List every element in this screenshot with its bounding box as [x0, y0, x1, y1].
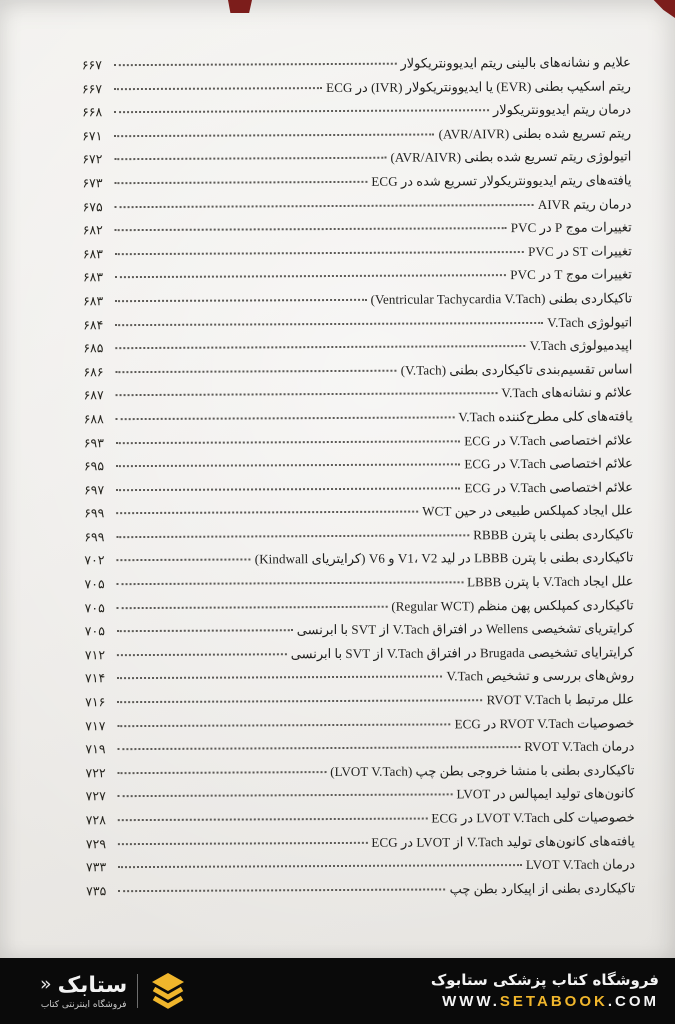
dotted-leader	[115, 251, 524, 255]
toc-entry-title: علل ایجاد V.Tach با پترن LBBB	[467, 573, 634, 590]
dotted-leader	[117, 605, 388, 608]
toc-entry-page-number: ۷۲۷	[85, 788, 106, 804]
toc-entry-page-number: ۷۰۵	[84, 623, 105, 639]
toc-entry-title: یافته‌های ریتم ایدیوونتریکولار تسریع شده در ECG	[371, 172, 632, 189]
toc-entry-page-number: ۶۷۲	[82, 151, 103, 167]
toc-entry-title: درمان ریتم AIVR	[537, 196, 632, 212]
toc-entry-title: تغییرات موج T در PVC	[510, 266, 632, 283]
toc-row	[85, 644, 634, 670]
toc-entry-title: خصوصیات RVOT V.Tach در ECG	[454, 715, 635, 732]
toc-row	[83, 220, 632, 246]
toc-entry-title: درمان LVOT V.Tach	[525, 856, 636, 873]
toc-entry-title: علائم اختصاصی V.Tach در ECG	[464, 431, 633, 448]
toc-entry-page-number: ۶۸۳	[82, 269, 104, 285]
toc-entry-title: تاکیکاردی کمپلکس پهن منظم (Regular WCT)	[391, 597, 634, 614]
toc-entry-page-number: ۷۲۹	[85, 835, 107, 851]
toc-entry-page-number: ۶۸۶	[83, 363, 104, 380]
toc-entry-title: علائم اختصاصی V.Tach در ECG	[464, 479, 634, 496]
toc-row	[84, 385, 633, 411]
stacked-books-icon	[148, 973, 188, 1009]
toc-row	[85, 621, 634, 647]
toc-entry-title: ریتم اسکیپ بطنی (EVR) یا ایدیوونتریکولار (IVR) در ECG	[326, 78, 631, 95]
toc-row	[85, 691, 634, 717]
dotted-leader	[115, 345, 525, 349]
toc-row	[84, 503, 633, 529]
toc-row	[84, 432, 633, 458]
dotted-leader	[114, 181, 367, 184]
dotted-leader	[117, 723, 450, 727]
toc-entry-page-number: ۷۰۵	[84, 599, 105, 615]
toc-entry-page-number: ۶۶۷	[81, 57, 103, 73]
dotted-leader	[115, 321, 543, 325]
toc-row	[83, 338, 632, 364]
toc-row	[83, 267, 632, 293]
dotted-leader	[116, 463, 460, 467]
dotted-leader	[114, 87, 322, 90]
toc-row	[86, 833, 635, 859]
toc-row	[83, 243, 632, 269]
toc-entry-page-number: ۷۲۸	[85, 812, 106, 828]
toc-row	[83, 196, 632, 222]
toc-row	[83, 361, 632, 387]
toc-row	[83, 314, 632, 340]
toc-entry-title: اتیولوژی V.Tach	[547, 313, 633, 330]
dotted-leader	[115, 204, 534, 208]
toc-entry-title: کرایتریای تشخیصی Wellens در افتراق V.Tach از SVT با ابرنسی	[296, 620, 634, 638]
logo-subtitle: فروشگاه اینترنتی کتاب	[40, 999, 127, 1010]
toc-row	[86, 809, 635, 835]
toc-row	[83, 290, 632, 316]
logo-divider	[137, 974, 138, 1008]
toc-entry-page-number: ۶۶۷	[81, 80, 103, 96]
toc-row	[85, 715, 634, 741]
toc-row	[86, 880, 635, 906]
toc-entry-page-number: ۶۷۱	[82, 128, 103, 144]
toc-entry-page-number: ۶۶۸	[82, 104, 103, 120]
toc-list	[0, 54, 675, 907]
dotted-leader	[116, 440, 460, 444]
toc-row	[84, 408, 633, 434]
toc-entry-title: کانون‌های تولید ایمپالس در LVOT	[456, 785, 635, 802]
toc-entry-page-number: ۷۰۲	[84, 552, 105, 568]
dotted-leader	[117, 676, 442, 680]
toc-entry-title: علائم اختصاصی V.Tach در ECG	[464, 455, 633, 472]
toc-entry-page-number: ۷۱۶	[85, 694, 106, 710]
toc-entry-page-number: ۷۳۳	[85, 859, 107, 875]
toc-row	[84, 526, 633, 552]
toc-entry-title: تغییرات موج P در PVC	[510, 219, 632, 236]
toc-entry-title: اساس تقسیم‌بندی تاکیکاردی بطنی (V.Tach)	[400, 361, 633, 378]
toc-row	[85, 597, 634, 623]
dotted-leader	[117, 746, 520, 750]
store-name: فروشگاه کتاب پزشکی ستابوک	[430, 970, 659, 989]
toc-entry-page-number: ۷۳۵	[86, 882, 107, 899]
toc-entry-page-number: ۶۷۳	[82, 175, 103, 191]
dotted-leader	[116, 416, 455, 420]
toc-entry-page-number: ۶۸۵	[83, 340, 104, 356]
toc-row	[82, 54, 631, 80]
dotted-leader	[118, 794, 453, 798]
dotted-leader	[116, 511, 418, 515]
dotted-leader	[114, 133, 434, 137]
toc-entry-page-number: ۶۸۳	[83, 293, 104, 309]
dotted-leader	[117, 653, 287, 656]
website-url	[431, 992, 659, 1012]
dotted-leader	[114, 109, 489, 113]
toc-row	[82, 149, 631, 175]
toc-entry-page-number: ۶۹۳	[83, 434, 104, 450]
toc-row	[85, 739, 634, 765]
dotted-leader	[117, 581, 464, 585]
website-domain: SETABOOK	[499, 993, 608, 1010]
toc-entry-title: تاکیکاردی بطنی با منشا خروجی بطن چپ (LVOT V.Tach)	[330, 762, 635, 779]
toc-entry-title: تاکیکاردی بطنی با پترن RBBB	[473, 526, 634, 543]
toc-row	[85, 762, 634, 788]
toc-row	[82, 102, 631, 128]
dotted-leader	[118, 818, 428, 822]
toc-entry-page-number: ۷۱۴	[84, 670, 106, 686]
dotted-leader	[118, 864, 522, 868]
dotted-leader	[115, 227, 507, 231]
setabook-logo	[40, 973, 188, 1010]
toc-entry-title: درمان RVOT V.Tach	[524, 738, 635, 755]
dotted-leader	[117, 699, 482, 703]
dotted-leader	[115, 274, 506, 278]
dotted-leader	[118, 771, 327, 774]
toc-entry-title: تاکیکاردی بطنی با پترن LBBB در لید V1، V2 و V6 (کرایتریای Kindwall)	[254, 549, 634, 567]
toc-entry-page-number: ۶۸۴	[83, 316, 104, 332]
toc-row	[86, 786, 635, 812]
dotted-leader	[116, 487, 460, 491]
toc-entry-title: تاکیکاردی بطنی (Ventricular Tachycardia V.Tach)	[370, 290, 633, 307]
toc-entry-title: علایم و نشانه‌های بالینی ریتم ایدیوونتریکولار	[400, 54, 631, 71]
toc-entry-title: تغییرات ST در PVC	[528, 243, 632, 259]
toc-entry-page-number: ۶۹۷	[84, 481, 105, 498]
dotted-leader	[116, 559, 250, 562]
toc-entry-title: اپیدمیولوژی V.Tach	[529, 337, 633, 354]
store-footer	[0, 958, 675, 1024]
toc-entry-page-number: ۷۲۲	[85, 765, 106, 781]
red-page-corner	[649, 0, 675, 18]
toc-entry-page-number: ۷۰۵	[84, 576, 105, 592]
toc-entry-page-number: ۶۹۹	[84, 529, 105, 545]
toc-row	[84, 550, 633, 576]
toc-entry-page-number: ۶۷۵	[82, 198, 103, 214]
toc-entry-page-number: ۶۹۹	[84, 505, 105, 521]
toc-entry-title: علائم و نشانه‌های V.Tach	[501, 384, 633, 401]
toc-row	[85, 668, 634, 694]
dotted-leader	[116, 534, 469, 538]
toc-entry-title: یافته‌های کانون‌های تولید V.Tach از LVOT در ECG	[371, 833, 635, 850]
toc-entry-title: علل مرتبط با RVOT V.Tach	[486, 691, 635, 708]
dotted-leader	[118, 841, 368, 844]
toc-entry-title: درمان ریتم ایدیوونتریکولار	[492, 101, 632, 118]
toc-entry-title: علل ایجاد کمپلکس طبیعی در حین WCT	[422, 502, 634, 519]
toc-entry-title: اتیولوژی ریتم تسریع شده بطنی (AVR/AIVR)	[390, 148, 632, 166]
toc-row	[84, 479, 633, 505]
toc-row	[84, 574, 633, 600]
toc-entry-title: خصوصیات کلی LVOT V.Tach در ECG	[431, 809, 635, 826]
toc-row	[82, 78, 631, 104]
dotted-leader	[116, 392, 498, 396]
dotted-leader	[114, 157, 386, 160]
dotted-leader	[114, 63, 397, 66]
dotted-leader	[117, 629, 293, 632]
dotted-leader	[115, 299, 367, 302]
dotted-leader	[118, 888, 445, 892]
website-prefix: WWW.	[442, 993, 500, 1010]
dotted-leader	[115, 369, 396, 372]
toc-entry-page-number: ۶۸۲	[82, 222, 103, 238]
toc-entry-page-number: ۶۹۵	[83, 458, 105, 474]
toc-row	[82, 172, 631, 198]
toc-entry-page-number: ۶۸۷	[83, 387, 104, 403]
logo-name: ستابک	[57, 972, 128, 998]
toc-entry-page-number: ۶۸۳	[82, 245, 104, 262]
toc-entry-page-number: ۷۱۹	[85, 741, 106, 757]
toc-entry-title: روش‌های بررسی و تشخیص V.Tach	[446, 667, 635, 684]
toc-row	[82, 125, 631, 151]
toc-entry-title: یافته‌های کلی مطرح‌کننده V.Tach	[458, 408, 633, 425]
red-bookmark-tab	[228, 0, 252, 13]
toc-entry-page-number: ۷۱۷	[85, 717, 106, 733]
logo-chevrons-icon: «	[40, 973, 52, 995]
toc-entry-title: تاکیکاردی بطنی از اپیکارد بطن چپ	[449, 880, 636, 897]
toc-entry-title: کرایترایای تشخیصی Brugada در افتراق V.Tach از SVT با ابرنسی	[290, 644, 634, 662]
toc-row	[84, 456, 633, 482]
toc-entry-title: ریتم تسریع شده بطنی (AVR/AIVR)	[438, 125, 632, 142]
toc-entry-page-number: ۷۱۲	[84, 647, 106, 663]
toc-entry-page-number: ۶۸۸	[83, 411, 104, 427]
website-suffix: .COM	[607, 993, 659, 1010]
toc-row	[86, 857, 635, 883]
